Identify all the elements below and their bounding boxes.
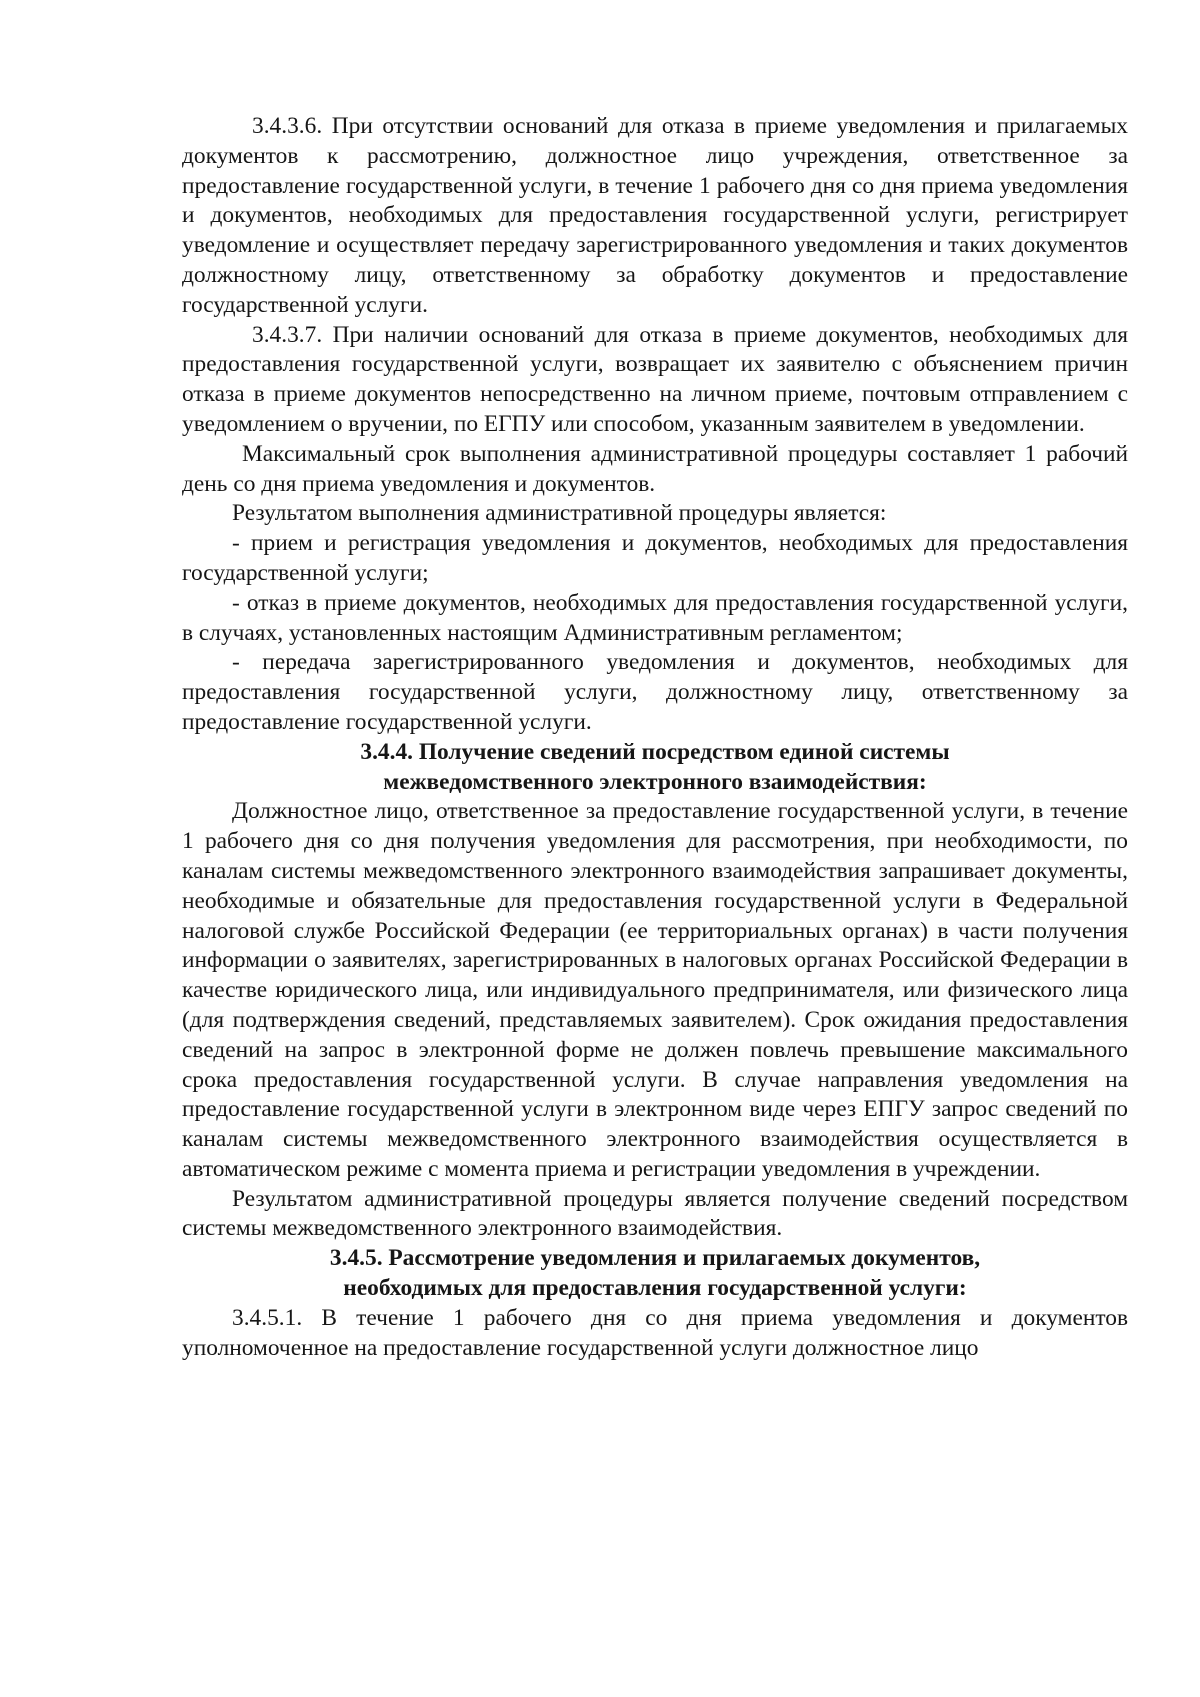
section-heading-line: необходимых для предоставления государственной услуги: [343,1275,967,1302]
list-item-refusal: - отказ в приеме документов, необходимых для предоставления государственной услуги, в случаях, установленных настоящим Административным регламентом; [182,589,1128,646]
paragraph-result-intro: Результатом выполнения административной процедуры является: [232,500,887,527]
paragraph-procedure-result: Результатом административной процедуры является получение сведений посредством системы межведомственного электронного взаимодействия. [182,1185,1128,1242]
paragraph-3-4-3-6: 3.4.3.6. При отсутствии оснований для отказа в приеме уведомления и прилагаемых документов к рассмотрению, должностное лицо учреждения, ответственное за предоставление государственной услуги, в течение 1 рабочего дня со дня приема уведомления и документов, необходимых для предоставления государственной услуги, регистрирует уведомление и осуществляет передачу зарегистрированного уведомления и таких документов должностному лицу, ответственному за обработку документов и предоставление государственной услуги. [182,113,1128,318]
list-item-transfer: - передача зарегистрированного уведомления и документов, необходимых для предоставления государственной услуги, должностному лицу, ответственному за предоставление государственной услуги. [182,649,1128,735]
section-heading-line: 3.4.5. Рассмотрение уведомления и прилагаемых документов, [329,1245,981,1272]
section-heading-line: межведомственного электронного взаимодействия: [383,768,927,795]
list-item-reception: - прием и регистрация уведомления и документов, необходимых для предоставления государственной услуги; [182,530,1128,586]
section-heading-line: 3.4.4. Получение сведений посредством единой системы [360,738,950,765]
paragraph-3-4-5-1: 3.4.5.1. В течение 1 рабочего дня со дня приема уведомления и документов уполномоченное на предоставление государственной услуги должностное лицо [182,1304,1128,1361]
paragraph-3-4-3-7: 3.4.3.7. При наличии оснований для отказа в приеме документов, необходимых для предоставления государственной услуги, возвращает их заявителю с объяснением причин отказа в приеме документов непосредственно на личном приеме, почтовым отправлением с уведомлением о вручении, по ЕГПУ или способом, указанным заявителем в уведомлении. [182,321,1128,437]
section-heading-3-4-4 [182,738,1128,798]
paragraph-official-request: Должностное лицо, ответственное за предоставление государственной услуги, в течение 1 рабочего дня со дня получения уведомления для рассмотрения, при необходимости, по каналам системы межведомственного электронного взаимодействия запрашивает документы, необходимые и обязательные для предоставления государственной услуги в Федеральной налоговой службе Российской Федерации (ее территориальных органах) в части получения информации о заявителях, зарегистрированных в налоговых органах Российской Федерации в качестве юридического лица, или индивидуального предпринимателя, или физического лица (для подтверждения сведений, представляемых заявителем). Срок ожидания предоставления сведений на запрос в электронной форме не должен повлечь превышение максимального срока предоставления государственной услуги. В случае направления уведомления на предоставление государственной услуги в электронном виде через ЕПГУ запрос сведений по каналам системы межведомственного электронного взаимодействия осуществляется в автоматическом режиме с момента приема и регистрации уведомления в учреждении. [182,798,1128,1182]
section-heading-3-4-5 [182,1244,1128,1304]
paragraph-max-term: Максимальный срок выполнения административной процедуры составляет 1 рабочий день со дня приема уведомления и документов. [182,440,1128,497]
